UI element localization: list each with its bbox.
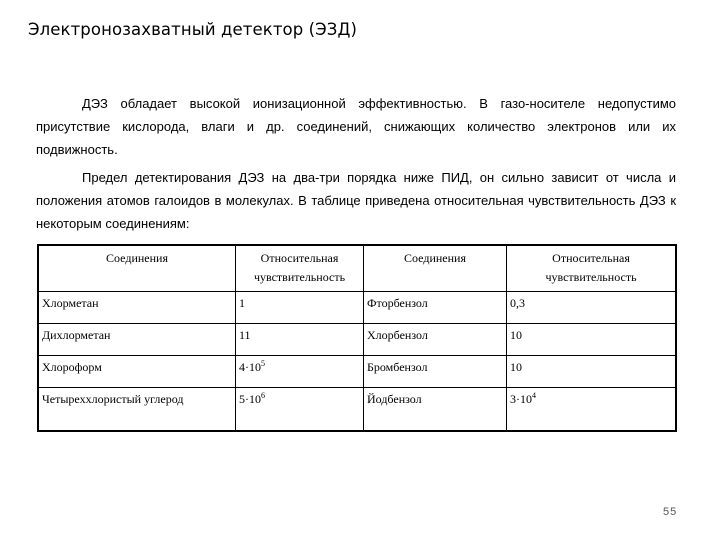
sensitivity-cell: $5\cdot 10^6$ [236, 388, 364, 432]
header-sensitivity-1: Относительная чувствительность [236, 245, 364, 292]
sensitivity-table [37, 244, 677, 432]
paragraph-1: ДЭЗ обладает высокой ионизационной эффективностью. В газо-носителе недопустимо присутствие кислорода, влаги и др. соединений, снижающих количество электронов или их подвижность. [36, 96, 676, 157]
sensitivity-cell: 10 [507, 356, 677, 388]
compound-cell: Йодбензол [364, 388, 507, 432]
compound-cell: Четыреххлористый углерод [38, 388, 236, 432]
header-compounds-1: Соединения [38, 245, 236, 292]
table-row [38, 292, 676, 324]
paragraph-2: Предел детектирования ДЭЗ на два-три порядка ниже ПИД, он сильно зависит от числа и положения атомов галоидов в молекулах. В таблице приведена относительная чувствительность ДЭЗ к некоторым соединениям: [36, 170, 676, 231]
compound-cell: Бромбензол [364, 356, 507, 388]
sensitivity-cell: 10 [507, 324, 677, 356]
sensitivity-cell: 0,3 [507, 292, 677, 324]
header-compounds-2: Соединения [364, 245, 507, 292]
compound-cell: Хлорбензол [364, 324, 507, 356]
sensitivity-cell: 11 [236, 324, 364, 356]
header-sensitivity-2: Относительная чувствительность [507, 245, 677, 292]
sensitivity-cell: $4\cdot 10^5$ [236, 356, 364, 388]
table-row [38, 324, 676, 356]
sensitivity-cell: $3\cdot 10^4$ [507, 388, 677, 432]
sensitivity-cell: 1 [236, 292, 364, 324]
table-row [38, 356, 676, 388]
page-number: 55 [663, 506, 678, 518]
slide-title: Электронозахватный детектор (ЭЗД) [28, 20, 358, 39]
compound-cell: Хлороформ [38, 356, 236, 388]
compound-cell: Дихлорметан [38, 324, 236, 356]
compound-cell: Фторбензол [364, 292, 507, 324]
table-row [38, 388, 676, 432]
compound-cell: Хлорметан [38, 292, 236, 324]
table-header-row [38, 245, 676, 292]
